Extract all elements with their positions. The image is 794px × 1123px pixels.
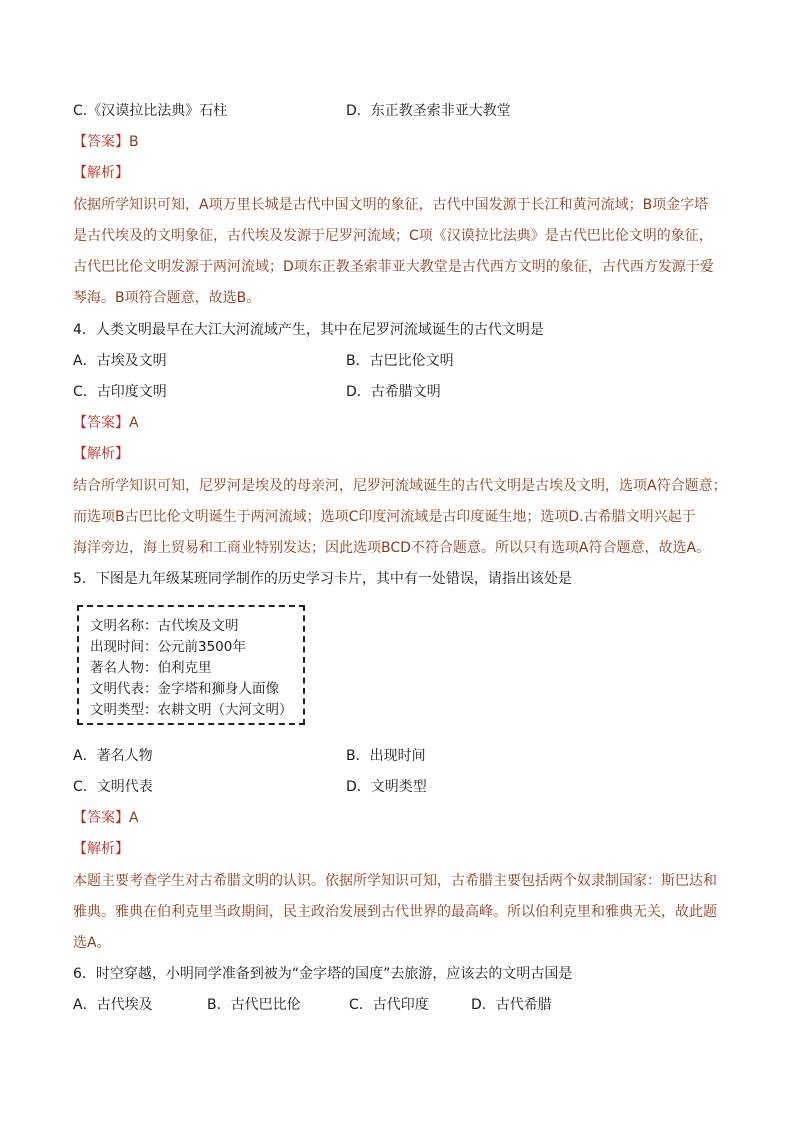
q3-analysis-line-3: 古代巴比伦文明发源于两河流域；D项东正教圣索菲亚大教堂是古代西方文明的象征，古代西方发源于爱 — [73, 259, 714, 275]
q5-analysis-tag: 【解析】 — [73, 841, 129, 857]
q6-option-b: B．古代巴比伦 — [207, 997, 301, 1013]
q3-analysis-tag: 【解析】 — [73, 165, 129, 181]
q5-analysis-line-3: 选A。 — [73, 935, 111, 951]
q3-analysis-line-1: 依据所学知识可知，A项万里长城是古代中国文明的象征，古代中国发源于长江和黄河流域；B项金字塔 — [73, 197, 709, 213]
answer-tag: 【答案】 — [73, 810, 129, 826]
q5-stem: 5．下图是九年级某班同学制作的历史学习卡片，其中有一处错误，请指出该处是 — [73, 571, 572, 587]
q6-option-d: D．古代希腊 — [471, 997, 552, 1013]
q4-analysis-line-2: 而选项B古巴比伦文明诞生于两河流域；选项C印度河流域是古印度诞生地；选项D.古希腊文明兴起于 — [73, 509, 696, 525]
q5-answer — [73, 809, 139, 827]
q3-option-c: C.《汉谟拉比法典》石柱 — [73, 103, 228, 119]
q6-stem: 6．时空穿越，小明同学准备到被为“金字塔的国度”去旅游，应该去的文明古国是 — [73, 966, 573, 982]
q3-analysis-line-2: 是古代埃及的文明象征，古代埃及发源于尼罗河流域；C项《汉谟拉比法典》是古代巴比伦文明的象征， — [73, 228, 713, 244]
q5-option-c: C．文明代表 — [73, 779, 153, 795]
q3-answer — [73, 133, 139, 151]
q5-option-a: A．著名人物 — [73, 748, 153, 764]
card-row-name: 文明名称：古代埃及文明 — [90, 618, 239, 634]
answer-tag: 【答案】 — [73, 415, 129, 431]
q6-option-c: C．古代印度 — [349, 997, 429, 1013]
q4-analysis-tag: 【解析】 — [73, 446, 129, 462]
q4-option-d: D．古希腊文明 — [346, 384, 441, 400]
answer-value: B — [129, 134, 139, 150]
q4-analysis-line-1: 结合所学知识可知，尼罗河是埃及的母亲河，尼罗河流域诞生的古代文明是古埃及文明，选项A符合题意； — [73, 478, 727, 494]
q6-option-a: A．古代埃及 — [73, 997, 153, 1013]
answer-value: A — [129, 415, 139, 431]
q4-answer — [73, 414, 139, 432]
q3-analysis-line-4: 琴海。B项符合题意，故选B。 — [73, 290, 261, 306]
q4-option-b: B．古巴比伦文明 — [346, 353, 454, 369]
q4-option-c: C．古印度文明 — [73, 384, 167, 400]
q4-stem: 4．人类文明最早在大江大河流域产生，其中在尼罗河流域诞生的古代文明是 — [73, 322, 544, 338]
history-study-card — [77, 605, 305, 725]
q3-option-d: D．东正教圣索非亚大教堂 — [346, 103, 511, 119]
card-row-person: 著名人物：伯利克里 — [90, 660, 212, 676]
q5-option-b: B．出现时间 — [346, 748, 426, 764]
card-row-time: 出现时间：公元前3500年 — [90, 639, 246, 655]
card-row-symbol: 文明代表：金字塔和狮身人面像 — [90, 681, 279, 697]
q4-analysis-line-3: 海洋旁边，海上贸易和工商业特别发达；因此选项BCD不符合题意。所以只有选项A符合题意，故选A。 — [73, 540, 711, 556]
q5-analysis-line-2: 雅典。雅典在伯利克里当政期间，民主政治发展到古代世界的最高峰。所以伯利克里和雅典无关，故此题 — [73, 904, 717, 920]
answer-value: A — [129, 810, 139, 826]
q5-analysis-line-1: 本题主要考查学生对古希腊文明的认识。依据所学知识可知，古希腊主要包括两个奴隶制国家：斯巴达和 — [73, 873, 717, 889]
q5-option-d: D．文明类型 — [346, 779, 427, 795]
card-row-type: 文明类型：农耕文明（大河文明） — [90, 702, 293, 718]
answer-tag: 【答案】 — [73, 134, 129, 150]
q4-option-a: A．古埃及文明 — [73, 353, 167, 369]
